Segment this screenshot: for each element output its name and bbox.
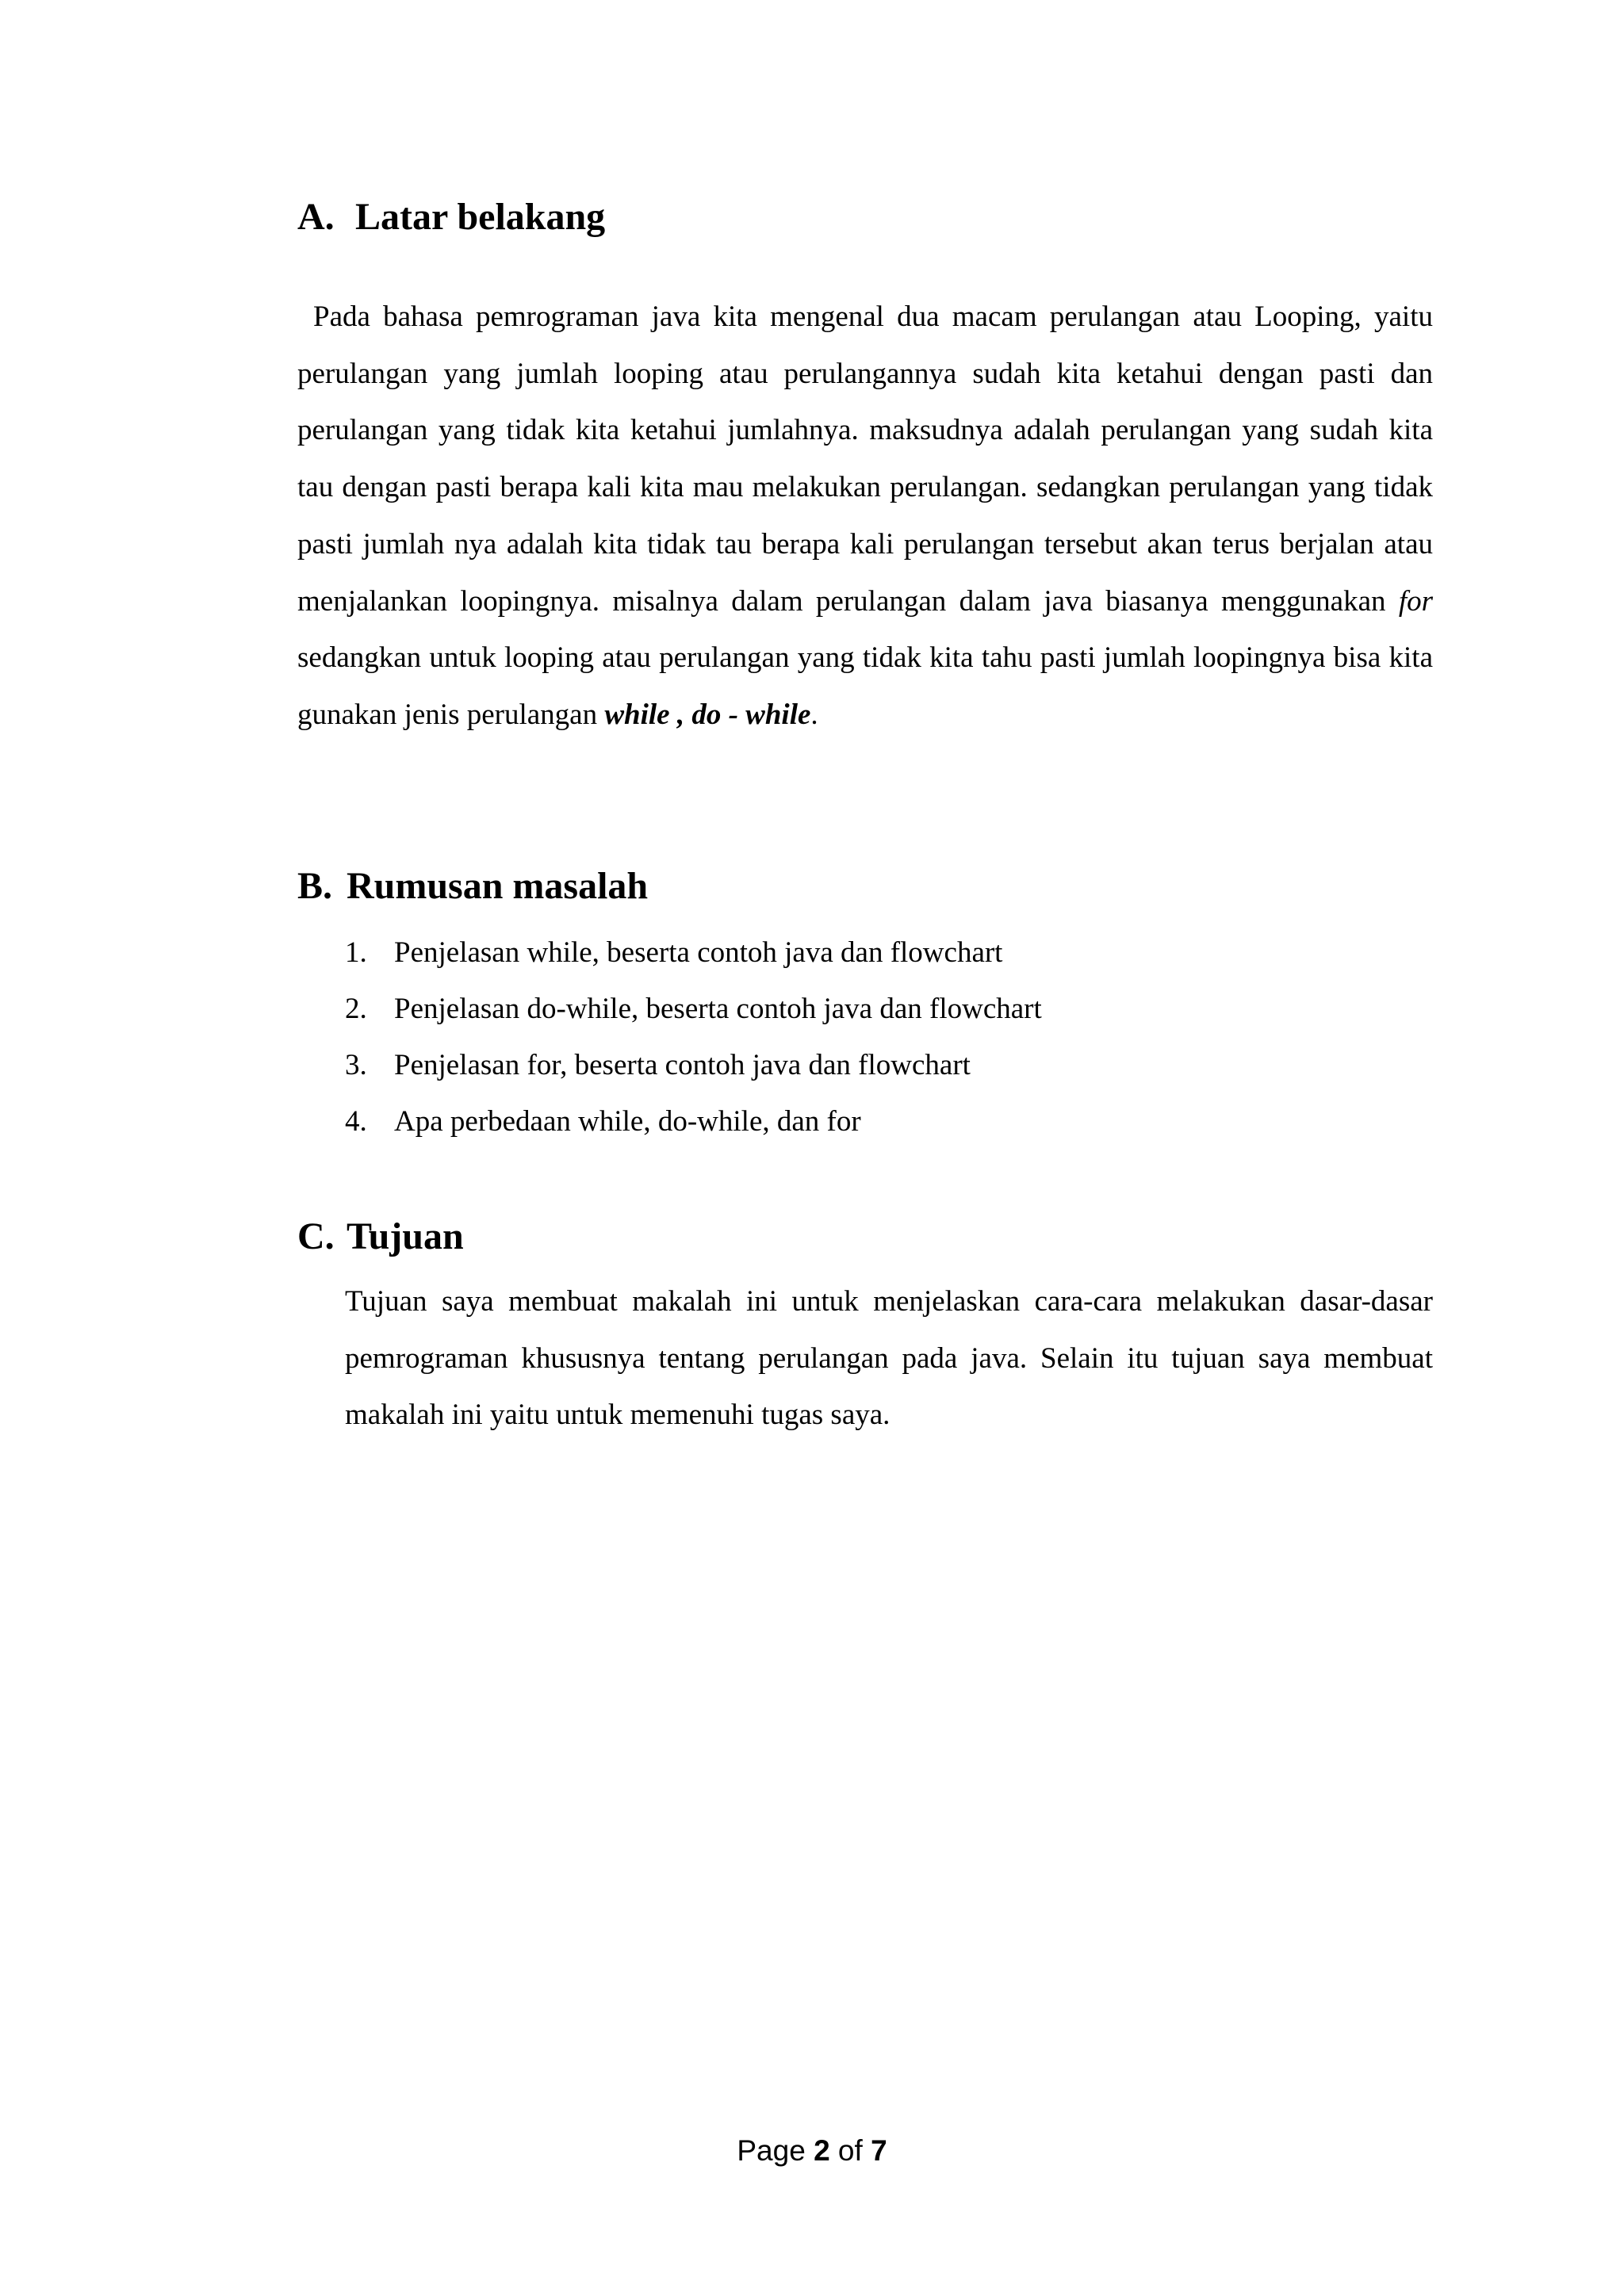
list-item-text: Penjelasan for, beserta contoh java dan flowchart — [394, 1049, 971, 1081]
while-keyword: while , do - while — [604, 698, 811, 731]
list-item-text: Apa perbedaan while, do-while, dan for — [394, 1105, 861, 1138]
list-item-number: 4. — [345, 1105, 367, 1138]
list-item-number: 2. — [345, 993, 367, 1025]
for-keyword: for — [1398, 584, 1433, 618]
section-a-text-end: . — [810, 698, 818, 731]
section-a-letter: A. — [297, 196, 335, 238]
total-pages-number: 7 — [871, 2134, 887, 2167]
of-label: of — [837, 2134, 863, 2167]
current-page-number: 2 — [814, 2134, 830, 2167]
list-item — [297, 924, 1042, 981]
section-a-heading — [297, 198, 605, 236]
section-a-text-1: Pada bahasa pemrograman java kita mengenal dua macam perulangan atau Looping, yaitu perulangan yang jumlah looping atau perulangannya sudah kita ketahui dengan pasti dan perulangan yang tidak kita ketahui jumlahnya. maksudnya adalah perulangan yang sudah kita tau dengan pasti berapa kali kita mau melakukan perulangan. sedangkan perulangan yang tidak pasti jumlah nya adalah kita tidak tau berapa kali perulangan tersebut akan terus berjalan atau menjalankan loopingnya. misalnya dalam perulangan dalam java biasanya menggunakan — [297, 300, 1433, 618]
list-item-text: Penjelasan while, beserta contoh java dan flowchart — [394, 936, 1003, 969]
section-a-title: Latar belakang — [355, 196, 606, 238]
section-c-title: Tujuan — [347, 1215, 464, 1257]
section-a-text-2: sedangkan untuk looping atau perulangan yang tidak kita tahu pasti jumlah loopingnya bisa kita gunakan jenis perulangan — [297, 641, 1433, 731]
section-b-title: Rumusan masalah — [347, 865, 649, 907]
list-item — [297, 1093, 1042, 1150]
list-item-number: 3. — [345, 1049, 367, 1081]
section-a-paragraph — [297, 289, 1433, 744]
problem-list — [297, 924, 1042, 1150]
section-c-heading — [297, 1215, 464, 1257]
list-item — [297, 1037, 1042, 1093]
list-item-text: Penjelasan do-while, beserta contoh java dan flowchart — [394, 993, 1042, 1025]
list-item — [297, 981, 1042, 1037]
section-c-paragraph: Tujuan saya membuat makalah ini untuk menjelaskan cara-cara melakukan dasar-dasar pemrograman khususnya tentang perulangan pada java. Selain itu tujuan saya membuat makalah ini yaitu untuk memenuhi tugas saya. — [345, 1285, 1433, 1432]
section-c-letter: C. — [297, 1215, 335, 1257]
list-item-number: 1. — [345, 936, 367, 969]
section-b-letter: B. — [297, 865, 333, 907]
section-b-heading — [297, 867, 648, 905]
page-label: Page — [737, 2134, 806, 2167]
page-footer — [0, 2136, 1624, 2165]
